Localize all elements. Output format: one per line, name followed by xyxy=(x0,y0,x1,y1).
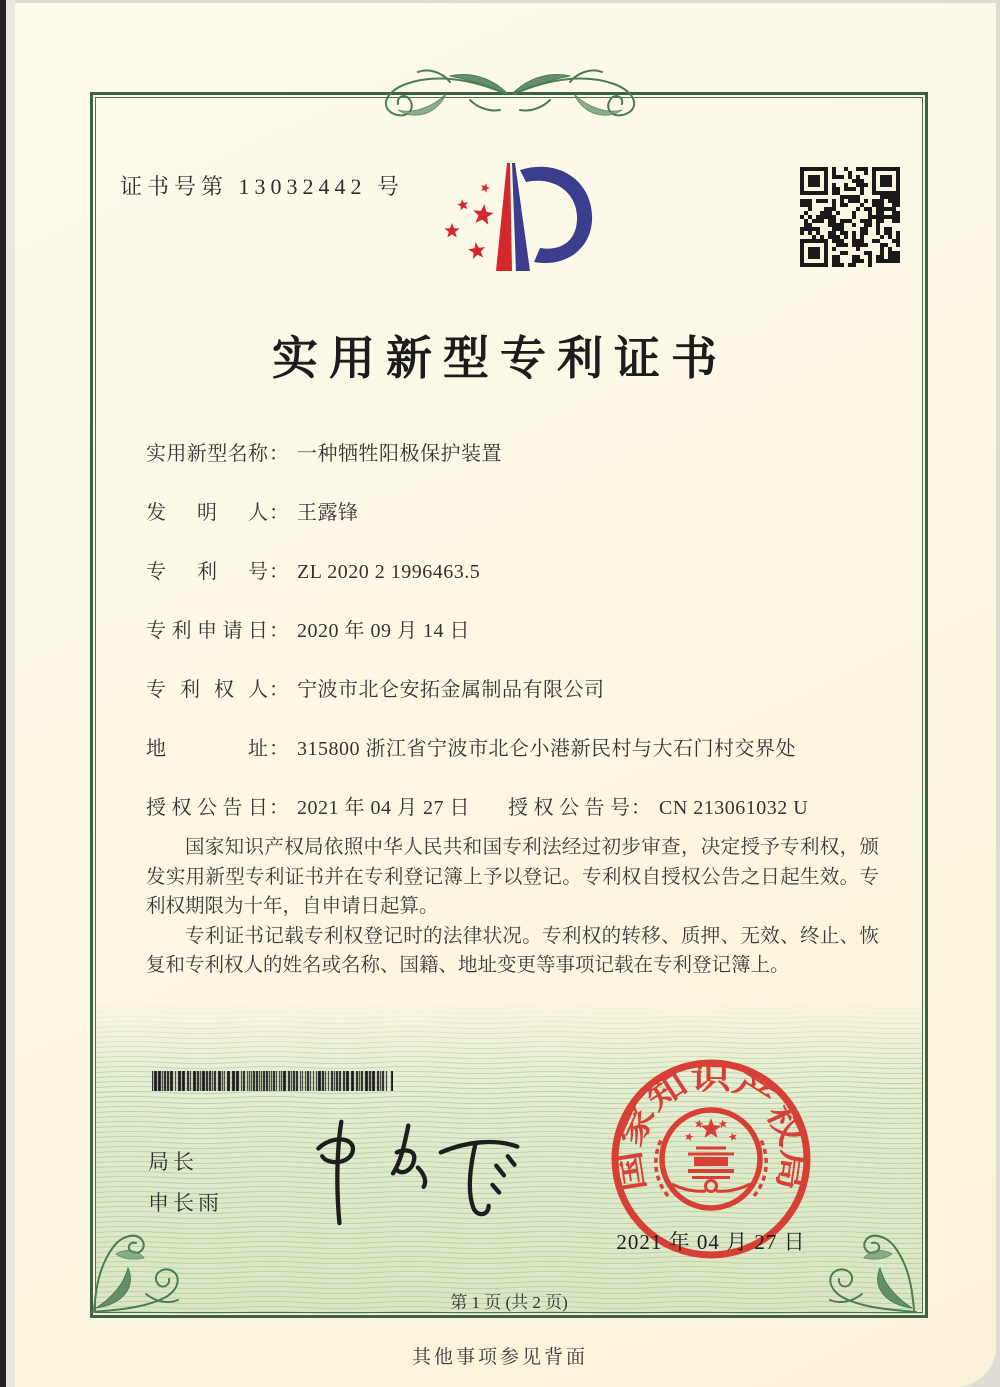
field-label: 专利申请日 xyxy=(146,620,268,642)
back-note: 其他事项参见背面 xyxy=(411,1347,588,1368)
field-colon: ： xyxy=(631,797,651,819)
field-label: 发明人 xyxy=(146,502,268,524)
field-value: 一种牺牲阳极保护装置 xyxy=(297,443,502,465)
page-indicator: 第 1 页 (共 2 页) xyxy=(450,1293,568,1312)
field-label: 地址 xyxy=(146,738,268,760)
certificate-title: 实用新型专利证书 xyxy=(272,333,728,384)
signer-title: 局长 xyxy=(148,1150,198,1174)
field-label: 专利权人 xyxy=(146,679,268,701)
signature-icon xyxy=(300,1116,530,1226)
field-colon: ： xyxy=(269,738,289,760)
field-label: 授权公告日 xyxy=(146,797,268,819)
field-value: CN 213061032 U xyxy=(659,797,809,819)
field-label: 实用新型名称 xyxy=(146,443,268,465)
legal-text xyxy=(146,833,879,981)
scan-edge-light xyxy=(6,0,15,1387)
field-colon: ： xyxy=(269,620,289,642)
barcode xyxy=(152,1071,393,1091)
top-flourish-icon xyxy=(350,60,670,124)
field-row-grant xyxy=(146,791,886,820)
seal-text: 国家知识产权局 xyxy=(612,1060,811,1194)
field-row-patentee xyxy=(146,673,605,702)
field-row-address xyxy=(146,732,796,761)
field-colon: ： xyxy=(269,561,289,583)
field-colon: ： xyxy=(269,797,289,819)
legal-paragraph-2: 专利证书记载专利权登记时的法律状况。专利权的转移、质押、无效、终止、恢复和专利权人的姓名或名称、国籍、地址变更等事项记载在专利登记簿上。 xyxy=(146,925,879,976)
legal-paragraph-1: 国家知识产权局依照中华人民共和国专利法经过初步审查，决定授予专利权，颁发实用新型专利证书并在专利登记簿上予以登记。专利权自授权公告之日起生效。专利权期限为十年，自申请日起算。 xyxy=(146,837,879,917)
cnipa-logo-icon xyxy=(438,156,596,292)
issue-date: 2021 年 04 月 27 日 xyxy=(616,1230,806,1254)
qr-code xyxy=(800,167,900,267)
certificate-number: 证书号第 13032442 号 xyxy=(120,174,405,199)
field-value: 宁波市北仑安拓金属制品有限公司 xyxy=(297,679,605,701)
field-row-name xyxy=(146,437,502,466)
field-label: 专利号 xyxy=(146,561,268,583)
field-row-patent-no xyxy=(146,555,480,584)
field-value: 315800 浙江省宁波市北仑小港新民村与大石门村交界处 xyxy=(297,738,796,760)
field-grant-number xyxy=(508,791,808,820)
signer-name: 申长雨 xyxy=(148,1191,223,1215)
field-value: ZL 2020 2 1996463.5 xyxy=(297,561,481,583)
national-emblem-icon xyxy=(656,1110,766,1208)
field-row-inventor xyxy=(146,496,359,525)
field-value: 2021 年 04 月 27 日 xyxy=(297,797,470,819)
field-value: 王露锋 xyxy=(297,502,359,524)
field-value: 2020 年 09 月 14 日 xyxy=(297,620,470,642)
field-colon: ： xyxy=(269,502,289,524)
field-colon: ： xyxy=(269,679,289,701)
field-label: 授权公告号 xyxy=(508,797,630,819)
field-colon: ： xyxy=(269,443,289,465)
field-row-filing-date xyxy=(146,614,470,643)
